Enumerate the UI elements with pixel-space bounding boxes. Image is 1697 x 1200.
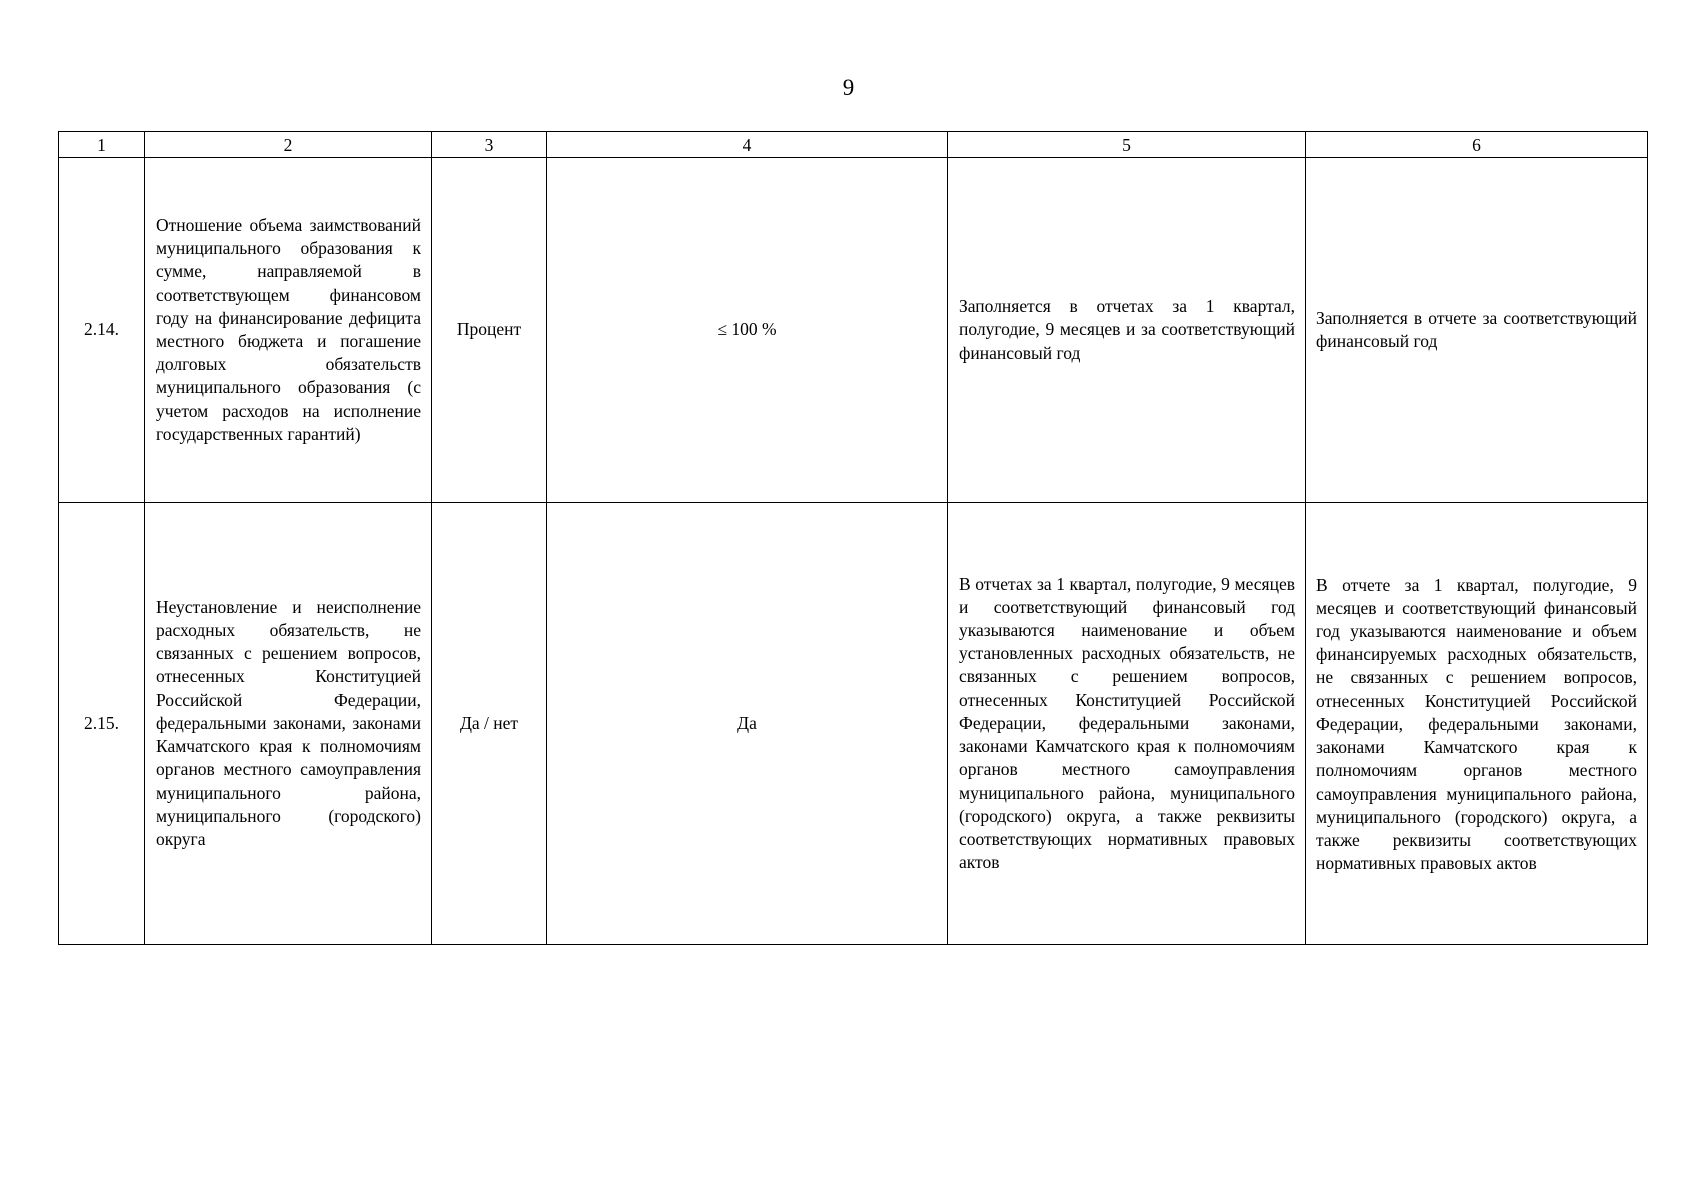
table-row [59,503,1648,945]
indicator-name: Неустановление и неисполнение расходных обязательств, не связанных с решением вопросов, отнесенных Конституцией Российской Федерации, федеральными законами, законами Камчатского края к полномочиям органов местного самоуправления муниципального района, муниципального (городского) округа [145,503,432,945]
quarterly-report-note: В отчетах за 1 квартал, полугодие, 9 месяцев и соответствующий финансовый год указываются наименование и объем установленных расходных обязательств, не связанных с решением вопросов, отнесенных Конституцией Российской Федерации, федеральными законами, законами Камчатского края к полномочиям органов местного самоуправления муниципального района, муниципального (городского) округа, а также реквизиты соответствующих нормативных правовых актов [948,503,1306,945]
column-header: 2 [145,132,432,158]
table-header-row [59,132,1648,158]
column-header: 1 [59,132,145,158]
page-number: 9 [842,75,855,100]
unit-of-measure: Процент [432,158,547,503]
indicator-name: Отношение объема заимствований муниципального образования к сумме, направляемой в соответствующем финансовом году на финансирование дефицита местного бюджета и погашение долговых обязательств муниципального образования (с учетом расходов на исполнение государственных гарантий) [145,158,432,503]
row-number: 2.15. [59,503,145,945]
row-number: 2.14. [59,158,145,503]
annual-report-note: Заполняется в отчете за соответствующий финансовый год [1306,158,1648,503]
column-header: 6 [1306,132,1648,158]
column-header: 4 [547,132,948,158]
table-row [59,158,1648,503]
target-value: ≤ 100 % [547,158,948,503]
unit-of-measure: Да / нет [432,503,547,945]
annual-report-note: В отчете за 1 квартал, полугодие, 9 месяцев и соответствующий финансовый год указываются наименование и объем финансируемых расходных обязательств, не связанных с решением вопросов, отнесенных Конституцией Российской Федерации, федеральными законами, законами Камчатского края к полномочиям органов местного самоуправления муниципального района, муниципального (городского) округа, а также реквизиты соответствующих нормативных правовых актов [1306,503,1648,945]
quarterly-report-note: Заполняется в отчетах за 1 квартал, полугодие, 9 месяцев и за соответствующий финансовый год [948,158,1306,503]
indicators-table [58,131,1648,945]
column-header: 5 [948,132,1306,158]
target-value: Да [547,503,948,945]
column-header: 3 [432,132,547,158]
